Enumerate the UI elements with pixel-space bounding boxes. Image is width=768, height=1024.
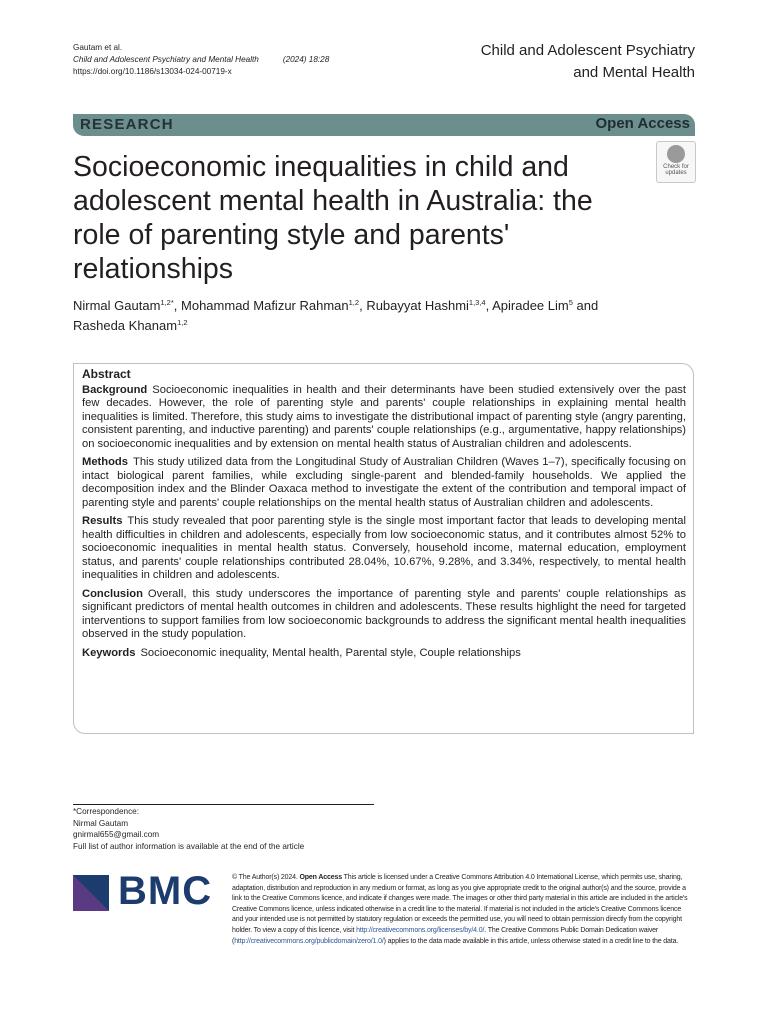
- doi-link[interactable]: https://doi.org/10.1186/s13034-024-00719-x: [73, 67, 232, 76]
- footnote-divider: [73, 804, 374, 805]
- abstract-box: [73, 363, 694, 734]
- abstract-text: This study utilized data from the Longitudinal Study of Australian Children (Waves 1–7), specifically focusing on intact biological parent families, while excluding single-parent and blended-family households. We applied the decomposition index and the Blinder Oaxaca method to investigate the extent of the contribution and temporal impact of parenting style and parents' couple relationships on the mental health status of Australian children and adolescents.: [82, 456, 686, 509]
- footnote-line: Full list of author information is available at the end of the article: [73, 841, 305, 851]
- author-affiliation: 1,2*: [160, 298, 174, 307]
- journal-citation: [73, 54, 329, 66]
- abstract-label: Keywords: [82, 646, 136, 659]
- check-updates-line2: updates: [665, 170, 687, 176]
- author-separator: ,: [359, 298, 367, 313]
- check-updates-line1: Check for: [663, 164, 689, 170]
- license-text: . The Creative Commons Public Domain Dedication waiver (: [232, 926, 659, 945]
- abstract-methods: [82, 456, 686, 510]
- abstract-label: Methods: [82, 456, 128, 468]
- journal-title: [481, 40, 695, 84]
- license-statement: [232, 873, 694, 947]
- author-name[interactable]: Nirmal Gautam: [73, 298, 161, 313]
- running-header: [73, 42, 329, 78]
- abstract-results: [82, 515, 686, 583]
- abstract-conclusion: [82, 588, 686, 642]
- abstract-keywords: [82, 647, 686, 661]
- abstract-label: Background: [82, 383, 148, 396]
- bmc-logo: [73, 869, 213, 916]
- waiver-link[interactable]: http://creativecommons.org/publicdomain/zero/1.0/: [234, 937, 384, 945]
- footnote-line: Nirmal Gautam: [73, 818, 129, 828]
- author-separator: ,: [485, 298, 493, 313]
- abstract-label: Conclusion: [82, 587, 143, 600]
- author-name[interactable]: Apiradee Lim: [492, 298, 569, 313]
- journal-title-line2: and Mental Health: [573, 64, 695, 81]
- open-access-label: Open Access: [595, 115, 690, 132]
- license-text: This article is licensed under a Creative Commons Attribution 4.0 International License, which permits use, sharing, adaptation, distribution and reproduction in any medium or format, as long as you give appropriate credit to the original author(s) and the source, provide a link to the Creative Commons licence, and indicate if changes were made. The images or other third party material in this article are included in the article's Creative Commons licence, unless indicated otherwise in a credit line to the material. If material is not included in the article's Creative Commons licence and your intended use is not permitted by statutory regulation or exceeds the permitted use, you will need to obtain permission directly from the copyright holder. To view a copy of this licence, visit: [232, 874, 688, 934]
- license-text: © The Author(s) 2024.: [232, 874, 298, 881]
- volume-number: (2024) 18:28: [282, 55, 330, 64]
- journal-title-line1: Child and Adolescent Psychiatry: [480, 42, 695, 59]
- author-affiliation: 1,2: [177, 318, 188, 327]
- section-banner: [73, 114, 695, 136]
- bmc-logo-text: BMC: [118, 869, 213, 913]
- abstract-label: Results: [82, 515, 123, 527]
- author-name[interactable]: Rubayyat Hashmi: [366, 298, 469, 313]
- abstract-background: [82, 384, 686, 452]
- author-name[interactable]: Mohammad Mafizur Rahman: [181, 298, 349, 313]
- author-short: Gautam et al.: [73, 43, 123, 52]
- abstract-heading: Abstract: [82, 367, 131, 381]
- author-affiliation: 1,2: [348, 298, 360, 307]
- article-title: Socioeconomic inequalities in child and adolescent mental health in Australia: the role of parenting style and parents' relationships: [73, 151, 593, 285]
- abstract-content: [82, 368, 686, 665]
- abstract-text: Socioeconomic inequality, Mental health, Parental style, Couple relationships: [140, 646, 521, 659]
- bmc-logo-mark-icon: [73, 875, 109, 911]
- journal-name-italic: Child and Adolescent Psychiatry and Mental Health: [73, 55, 259, 64]
- author-separator: and: [572, 298, 599, 313]
- license-link[interactable]: http://creativecommons.org/licenses/by/4.0/: [356, 926, 485, 934]
- check-for-updates-button[interactable]: [656, 141, 696, 183]
- license-text: ) applies to the data made available in this article, unless otherwise stated in a credit line to the data.: [383, 937, 679, 945]
- license-open-access: Open Access: [299, 874, 342, 881]
- correspondence-footnote: [73, 806, 304, 852]
- author-name[interactable]: Rasheda Khanam: [73, 318, 178, 333]
- correspondence-email[interactable]: gnirmal655@gmail.com: [73, 830, 160, 840]
- check-updates-icon: [667, 145, 685, 163]
- abstract-text: Socioeconomic inequalities in health and their determinants have been studied extensively over the past few decades. However, the role of parenting style and parents' couple relationships in explaining mental health inequalities is limited. Therefore, this study aims to investigate the distributional impact of parenting style (angry parenting, consistent parenting, and inductive parenting) and parents' couple relationships (e.g., argumentative, happy relationships) on socioeconomic inequalities and by extension on mental health status of Australian children and adolescents.: [82, 383, 686, 450]
- author-separator: ,: [173, 298, 182, 313]
- footnote-line: *Correspondence:: [73, 807, 139, 816]
- author-list: [73, 296, 693, 336]
- author-affiliation: 1,3,4: [468, 298, 486, 307]
- section-label: RESEARCH: [80, 116, 174, 133]
- author-affiliation: 5: [568, 298, 573, 307]
- abstract-text: Overall, this study underscores the importance of parenting style and parents' couple relationships as significant predictors of mental health outcomes in children and adolescents. These results highlight the need for targeted interventions to support families from low socioeconomic backgrounds to address the significant mental health inequalities observed in the study population.: [82, 587, 686, 640]
- abstract-text: This study revealed that poor parenting style is the single most important factor that leads to developing mental health difficulties in children and adolescents, especially from low socioeconomic status, and it contributes almost 52% to socioeconomic inequalities in mental health status. Conversely, household income, maternal education, employment status, and parents' couple relationships contributed 28.04%, 10.67%, 9.28%, and 3.34%, respectively, to mental health inequalities in children and adolescents.: [82, 515, 686, 581]
